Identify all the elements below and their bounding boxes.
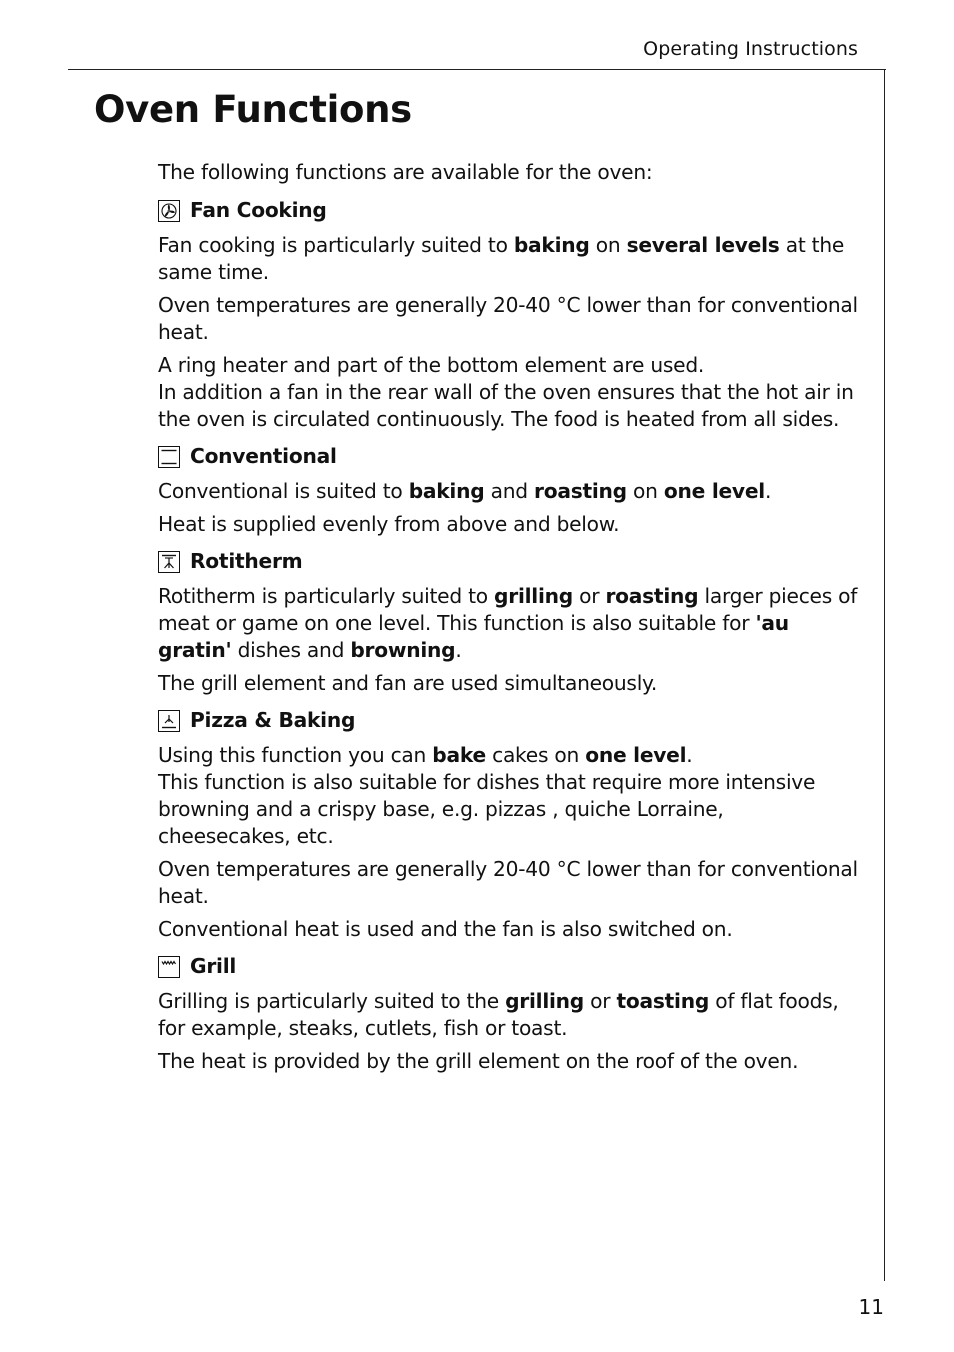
section-title: Rotitherm [190, 549, 303, 573]
section-paragraph: Conventional heat is used and the fan is also switched on. [158, 917, 733, 941]
emphasis: bake [432, 743, 486, 767]
content-column [158, 159, 858, 1085]
section-paragraph: A ring heater and part of the bottom element are used. In addition a fan in the rear wall of the oven ensures that the hot air in the oven is circulated continuously. The food is heated from all sides. [158, 353, 854, 431]
emphasis: toasting [616, 989, 710, 1013]
section-title: Conventional [190, 444, 337, 468]
grill-symbol-icon [158, 956, 180, 978]
conventional-symbol-icon [158, 446, 180, 468]
section-heading [158, 197, 858, 224]
section-heading [158, 707, 858, 734]
emphasis: grilling [494, 584, 573, 608]
emphasis: grilling [505, 989, 584, 1013]
margin-rule [884, 69, 885, 1281]
emphasis: roasting [534, 479, 627, 503]
section-paragraph: Oven temperatures are generally 20-40 °C lower than for conventional heat. [158, 857, 858, 908]
intro-text: The following functions are available for the oven: [158, 160, 653, 184]
section-paragraph: Fan cooking is particularly suited to baking on several levels at the same time. [158, 233, 845, 284]
section-rotitherm [158, 548, 858, 697]
emphasis: one level [585, 743, 687, 767]
section-paragraph: The heat is provided by the grill element on the roof of the oven. [158, 1049, 799, 1073]
emphasis: baking [408, 479, 485, 503]
emphasis: one level [663, 479, 765, 503]
section-title: Grill [190, 954, 237, 978]
section-conventional [158, 443, 858, 538]
section-heading [158, 548, 858, 575]
section-heading [158, 953, 858, 980]
section-grill [158, 953, 858, 1075]
emphasis: browning [350, 638, 456, 662]
section-pizza-baking [158, 707, 858, 943]
emphasis: roasting [605, 584, 699, 608]
page-number: 11 [858, 1295, 884, 1319]
page-title: Oven Functions [94, 88, 412, 131]
rotitherm-symbol-icon [158, 551, 180, 573]
pizza-baking-symbol-icon [158, 710, 180, 732]
section-fan-cooking [158, 197, 858, 433]
emphasis: baking [513, 233, 590, 257]
section-paragraph: Conventional is suited to baking and roasting on one level. [158, 479, 772, 503]
section-paragraph: Heat is supplied evenly from above and below. [158, 512, 620, 536]
running-header: Operating Instructions [643, 38, 858, 60]
emphasis: several levels [626, 233, 780, 257]
section-paragraph: The grill element and fan are used simultaneously. [158, 671, 658, 695]
header-rule [68, 69, 886, 70]
emphasis: 'au gratin' [158, 611, 789, 662]
section-title: Pizza & Baking [190, 708, 356, 732]
section-paragraph: Oven temperatures are generally 20-40 °C lower than for conventional heat. [158, 293, 858, 344]
section-paragraph: Rotitherm is particularly suited to grilling or roasting larger pieces of meat or game on one level. This function is also suitable for 'au gratin' dishes and browning. [158, 584, 858, 662]
section-heading [158, 443, 858, 470]
section-paragraph: Using this function you can bake cakes on one level. This function is also suitable for dishes that require more intensive browning and a crispy base, e.g. pizzas , quiche Lorraine, cheesecakes, etc. [158, 743, 816, 848]
section-paragraph: Grilling is particularly suited to the grilling or toasting of flat foods, for example, steaks, cutlets, fish or toast. [158, 989, 839, 1040]
section-title: Fan Cooking [190, 198, 327, 222]
fan-cooking-symbol-icon [158, 200, 180, 222]
